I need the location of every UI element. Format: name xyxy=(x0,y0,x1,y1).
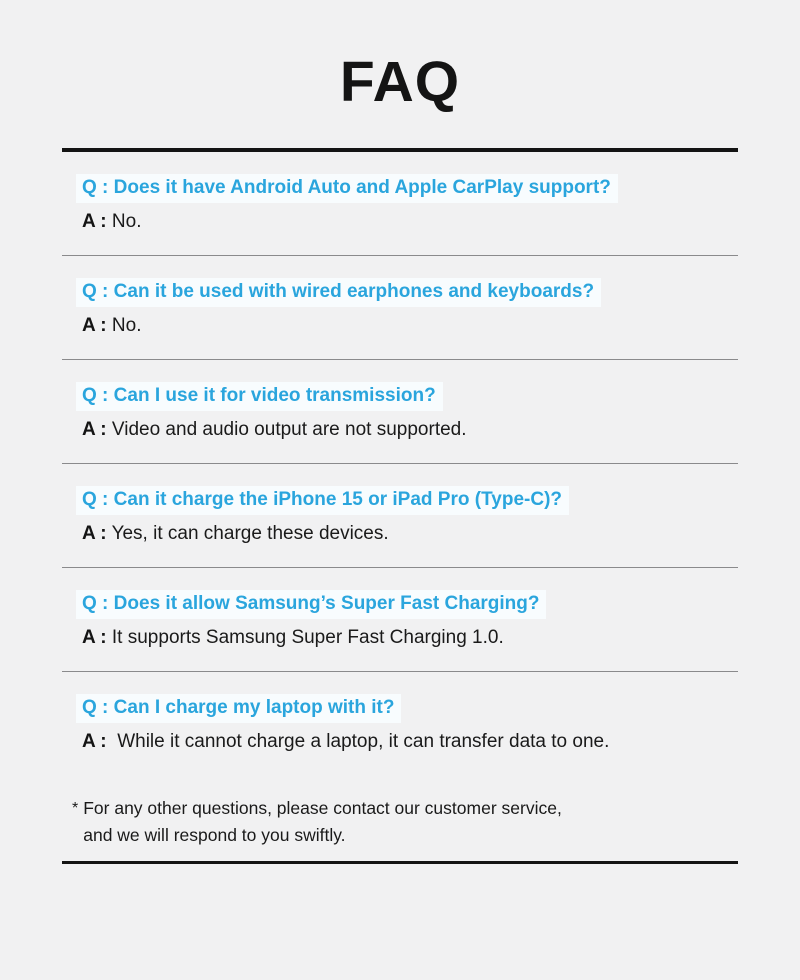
answer-label: A : xyxy=(82,626,107,648)
faq-item-3 xyxy=(62,360,738,464)
faq-item-4 xyxy=(62,464,738,568)
footnote-line2: and we will respond to you swiftly. xyxy=(83,824,346,845)
question-row xyxy=(82,278,738,307)
question-highlight xyxy=(76,694,401,723)
answer-row xyxy=(82,417,738,443)
answer-text: It supports Samsung Super Fast Charging 1.0. xyxy=(111,626,504,648)
footnote-line1: For any other questions, please contact our customer service, xyxy=(83,797,562,818)
question-text: Can it be used with wired earphones and keyboards? xyxy=(113,280,595,302)
answer-label: A : xyxy=(82,210,107,232)
answer-label: A : xyxy=(82,730,107,752)
question-highlight xyxy=(76,278,601,307)
faq-item-5 xyxy=(62,568,738,672)
question-text: Can it charge the iPhone 15 or iPad Pro (Type-C)? xyxy=(113,488,562,510)
answer-text: While it cannot charge a laptop, it can transfer data to one. xyxy=(117,730,610,752)
question-label: Q : xyxy=(82,384,109,406)
answer-row xyxy=(82,209,738,235)
question-highlight xyxy=(76,590,546,619)
question-text: Does it allow Samsung’s Super Fast Charging? xyxy=(113,592,540,614)
answer-text: Yes, it can charge these devices. xyxy=(111,522,389,544)
footnote-marker: * xyxy=(72,799,79,817)
answer-row xyxy=(82,625,738,651)
question-row xyxy=(82,382,738,411)
question-label: Q : xyxy=(82,176,109,198)
question-label: Q : xyxy=(82,592,109,614)
question-row xyxy=(82,486,738,515)
faq-item-2 xyxy=(62,256,738,360)
answer-label: A : xyxy=(82,418,107,440)
faq-item-1 xyxy=(62,152,738,256)
faq-list xyxy=(62,152,738,775)
question-highlight xyxy=(76,486,569,515)
answer-text: No. xyxy=(111,314,142,336)
question-text: Does it have Android Auto and Apple CarPlay support? xyxy=(113,176,611,198)
faq-page xyxy=(0,50,800,980)
answer-row xyxy=(82,313,738,339)
question-text: Can I charge my laptop with it? xyxy=(113,696,395,718)
question-row xyxy=(82,590,738,619)
faq-item-6 xyxy=(62,672,738,775)
question-highlight xyxy=(76,382,443,411)
answer-text: Video and audio output are not supported. xyxy=(111,418,467,440)
question-text: Can I use it for video transmission? xyxy=(113,384,436,406)
question-row xyxy=(82,694,738,723)
bottom-divider xyxy=(62,861,738,865)
page-title: FAQ xyxy=(339,50,461,114)
question-row xyxy=(82,174,738,203)
question-label: Q : xyxy=(82,488,109,510)
answer-text: No. xyxy=(111,210,142,232)
question-label: Q : xyxy=(82,696,109,718)
footnote-text xyxy=(83,795,562,849)
answer-row xyxy=(82,729,738,755)
answer-row xyxy=(82,521,738,547)
question-label: Q : xyxy=(82,280,109,302)
footnote xyxy=(62,795,738,849)
answer-label: A : xyxy=(82,522,107,544)
question-highlight xyxy=(76,174,618,203)
answer-label: A : xyxy=(82,314,107,336)
